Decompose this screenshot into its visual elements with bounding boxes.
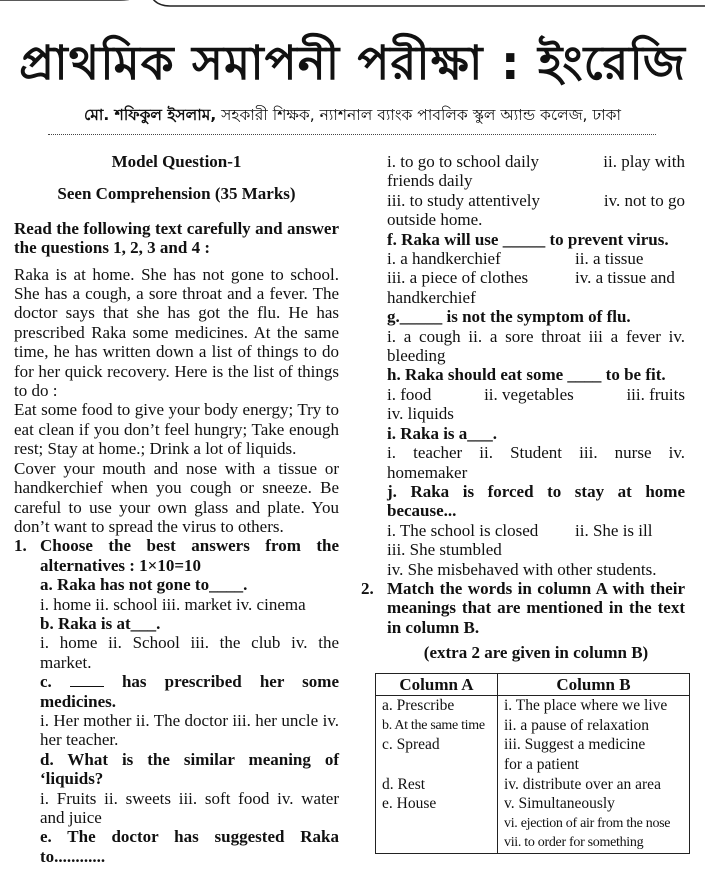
item-h-options-cont: iv. liquids: [387, 404, 454, 424]
item-h-options-row: i. food ii. vegetables iii. fruits: [387, 384, 685, 404]
item-b-question: b. Raka is at___.: [40, 613, 161, 633]
section-heading: Seen Comprehension (35 Marks): [57, 184, 296, 204]
question-text: Choose the best answers from the alternatives : 1×10=10: [40, 536, 339, 575]
passage-paragraph: Eat some food to give your body energy; Try to eat clean if you don’t feel hungry; Take enough rest; Stay at home.; Drink a lot of liquids.: [14, 400, 339, 459]
column-b-cell: for a patient: [504, 755, 579, 773]
item-e-question: e. The doctor has suggested Raka to............: [40, 827, 339, 866]
column-a-cell: c. Spread: [376, 735, 498, 755]
item-f-question: f. Raka will use _____ to prevent virus.: [387, 229, 669, 249]
column-b-cell: vii. to order for something: [504, 835, 644, 851]
column-a-cell: b. At the same time: [376, 716, 498, 736]
item-c-options: i. Her mother ii. The doctor iii. her uncle iv. her teacher.: [40, 710, 339, 750]
item-a-options: i. home ii. school iii. market iv. cinema: [40, 594, 306, 614]
table-row: [376, 716, 690, 736]
item-d-question: d. What is the similar meaning of ‘liquids?: [40, 749, 339, 789]
passage: [14, 265, 339, 537]
item-c-question: c. has prescribed her some medicines.: [40, 672, 339, 711]
question-2: [361, 579, 685, 637]
column-b-cell: iii. Suggest a medicine: [504, 736, 646, 754]
item-j-options-cont: iv. She misbehaved with other students.: [387, 559, 657, 579]
column-a-cell: [376, 755, 498, 775]
author-name: মো. শফিকুল ইসলাম,: [83, 106, 217, 124]
passage-paragraph: Cover your mouth and nose with a tissue or handkerchief when you cough or sneeze. Be careful to use your own glass and plate. You don’t want to spread the virus to others.: [14, 458, 339, 536]
question-number: 1.: [14, 536, 27, 556]
item-e-options-cont: friends daily: [387, 171, 473, 191]
right-column: [361, 152, 685, 854]
column-a-cell: e. House: [376, 794, 498, 814]
table-row: [376, 755, 690, 775]
item-g-question: g._____ is not the symptom of flu.: [387, 307, 631, 327]
column-a-cell: a. Prescribe: [376, 696, 498, 716]
item-f-options-row: iii. a piece of clothes iv. a tissue and: [387, 268, 675, 288]
column-b-cell: ii. a pause of relaxation: [504, 716, 650, 734]
table-row: [376, 814, 690, 834]
item-d-options: i. Fruits ii. sweets iii. soft food iv. water and juice: [40, 788, 339, 827]
table-row: [376, 696, 690, 716]
instruction-text: Read the following text carefully and answer the questions 1, 2, 3 and 4 :: [14, 218, 339, 258]
author-details: সহকারী শিক্ষক, ন্যাশনাল ব্যাংক পাবলিক স্কুল অ্যান্ড কলেজ, ঢাকা: [216, 106, 622, 124]
left-column: [14, 152, 339, 866]
table-row: [376, 833, 690, 853]
model-question-heading: Model Question-1: [111, 152, 242, 171]
top-border-frame: [0, 0, 705, 8]
item-i-options: i. teacher ii. Student iii. nurse iv. homemaker: [387, 443, 685, 482]
table-row: [376, 735, 690, 755]
column-a-cell: [376, 833, 498, 853]
author-line: [0, 104, 705, 126]
item-a-question: a. Raka has not gone to____.: [40, 575, 248, 595]
item-e-options-row: iii. to study attentively iv. not to go: [387, 190, 685, 210]
question-number: 2.: [361, 578, 374, 598]
item-h-question: h. Raka should eat some ____ to be fit.: [387, 365, 666, 385]
item-f-options-cont: handkerchief: [387, 287, 476, 307]
item-e-options-row: i. to go to school daily ii. play with: [387, 152, 685, 171]
dotted-divider: [48, 134, 656, 135]
column-b-cell: v. Simultaneously: [504, 795, 615, 813]
item-e-options-cont: outside home.: [387, 210, 483, 230]
table-row: [376, 794, 690, 814]
blank-line: [70, 686, 104, 687]
item-i-question: i. Raka is a___.: [387, 423, 498, 443]
item-g-options: i. a cough ii. a sore throat iii a fever iv. bleeding: [387, 326, 685, 366]
column-b-cell: vi. ejection of air from the nose: [504, 815, 671, 831]
column-a-cell: [376, 814, 498, 834]
question-1-items: [14, 575, 339, 866]
question-1: [14, 536, 339, 575]
table-row: [376, 775, 690, 795]
item-f-options-row: i. a handkerchief ii. a tissue: [387, 249, 644, 269]
column-b-header: Column B: [498, 673, 690, 696]
passage-paragraph: Raka is at home. She has not gone to school. She has a cough, a sore throat and a fever. The doctor says that she has got the flu. He has prescribed Raka some medicines. At the same time, he has written down a list of things to do for her quick recovery. Here is the list of things to do :: [14, 264, 339, 401]
item-j-question: j. Raka is forced to stay at home because...: [387, 481, 685, 521]
column-a-header: Column A: [376, 673, 498, 696]
item-j-options-cont: iii. She stumbled: [387, 540, 502, 560]
question-2-note: (extra 2 are given in column B): [423, 643, 649, 663]
column-a-cell: d. Rest: [376, 775, 498, 795]
page-title: প্রাথমিক সমাপনী পরীক্ষা : ইংরেজি: [19, 36, 686, 91]
matching-table: [375, 673, 690, 854]
question-text: Match the words in column A with their meanings that are mentioned in the text in column B.: [387, 578, 685, 637]
item-j-options-row: i. The school is closed ii. She is ill: [387, 520, 653, 540]
column-b-cell: i. The place where we live: [504, 697, 668, 715]
item-b-options: i. home ii. School iii. the club iv. the market.: [40, 633, 339, 672]
column-b-cell: iv. distribute over an area: [504, 775, 661, 793]
